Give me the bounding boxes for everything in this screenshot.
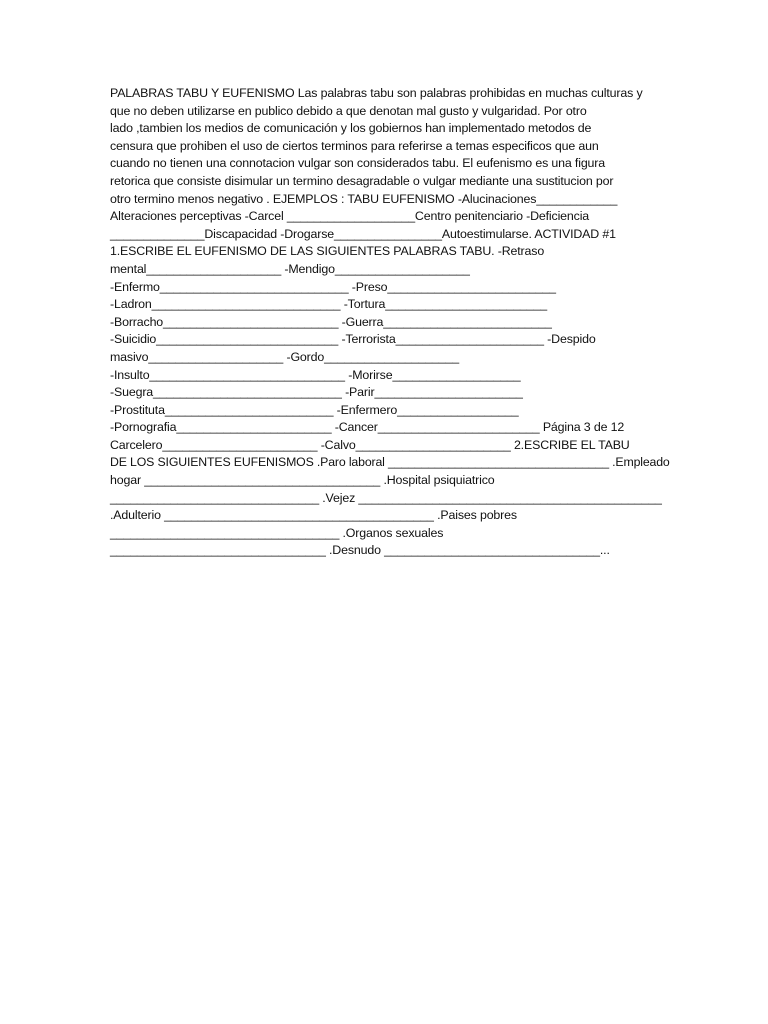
text-line: -Enfermo____________________________ -Preso_________________________	[110, 279, 556, 294]
text-line: otro termino menos negativo . EJEMPLOS : TABU EUFENISMO -Alucinaciones____________	[110, 191, 618, 206]
text-line: -Prostituta_________________________ -Enfermero__________________	[110, 402, 519, 417]
text-line: _______________________________ .Vejez _____________________________________________	[110, 490, 662, 505]
text-line: PALABRAS TABU Y EUFENISMO Las palabras tabu son palabras prohibidas en muchas culturas y	[110, 86, 643, 100]
text-line: ________________________________ .Desnudo ________________________________...	[110, 543, 610, 558]
text-line: -Suicidio___________________________ -Terrorista______________________ -Despido	[110, 332, 596, 347]
text-line: Alteraciones perceptivas -Carcel ___________________Centro penitenciario -Deficiencia	[110, 209, 590, 224]
text-line: __________________________________ .Organos sexuales	[110, 525, 444, 540]
text-line: lado ,tambien los medios de comunicación y los gobiernos han implementado metodos de	[110, 121, 592, 136]
text-line: -Suegra____________________________ -Parir______________________	[110, 385, 523, 400]
text-line: masivo____________________ -Gordo____________________	[110, 349, 459, 364]
text-line: 1.ESCRIBE EL EUFENISMO DE LAS SIGUIENTES PALABRAS TABU. -Retraso	[110, 244, 545, 259]
text-line: cuando no tienen una connotacion vulgar son considerados tabu. El eufenismo es una figura	[110, 156, 606, 171]
text-line: mental____________________ -Mendigo____________________	[110, 261, 470, 276]
text-line: -Pornografia_______________________ -Cancer________________________ Página 3 de 12	[110, 420, 625, 435]
text-line: .Adulterio ________________________________________ .Paises pobres	[110, 508, 517, 523]
document-text	[110, 85, 670, 560]
text-line: -Insulto_____________________________ -Morirse___________________	[110, 367, 521, 382]
text-line: ______________Discapacidad -Drogarse________________Autoestimularse. ACTIVIDAD #1	[110, 226, 616, 241]
text-line: hogar ___________________________________ .Hospital psiquiatrico	[110, 473, 495, 488]
text-line: -Borracho__________________________ -Guerra_________________________	[110, 314, 552, 329]
text-line: DE LOS SIGUIENTES EUFENISMOS .Paro laboral _________________________________ .Empleado	[110, 455, 670, 470]
text-line: -Ladron____________________________ -Tortura________________________	[110, 297, 547, 312]
text-line: censura que prohiben el uso de ciertos terminos para referirse a temas especificos que aun	[110, 138, 599, 153]
text-line: Carcelero_______________________ -Calvo_______________________ 2.ESCRIBE EL TABU	[110, 437, 630, 452]
text-line: retorica que consiste disimular un termino desagradable o vulgar mediante una sustitucion por	[110, 173, 614, 188]
text-line: que no deben utilizarse en publico debido a que denotan mal gusto y vulgaridad. Por otro	[110, 103, 587, 118]
